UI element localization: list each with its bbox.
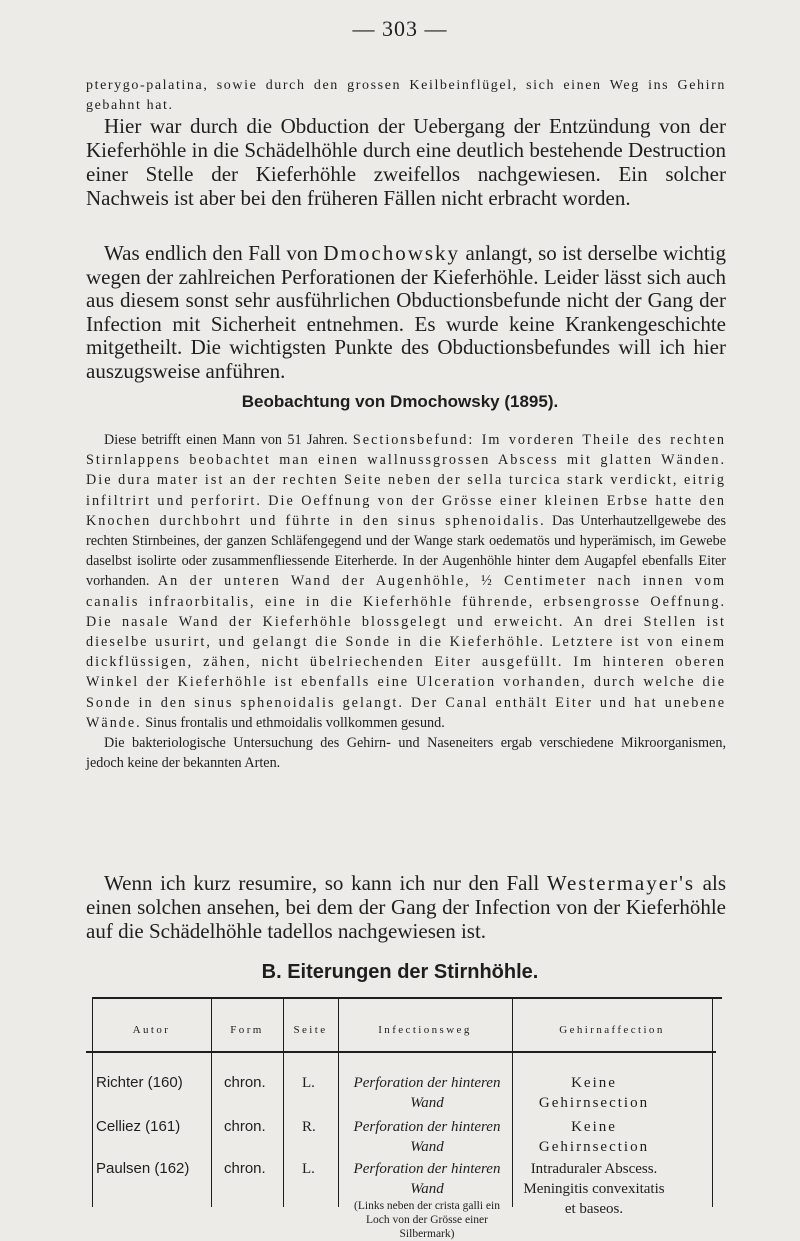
author-name: Westermayer's — [546, 871, 696, 895]
cell-form: chron. — [224, 1074, 266, 1091]
cell-form: chron. — [224, 1160, 266, 1177]
cell-infectionsweg: Perforation der hinteren Wand — [353, 1161, 501, 1197]
cell-gehirnaffection: Keine Gehirnsection — [538, 1119, 650, 1155]
cell-autor: Paulsen (162) — [96, 1160, 190, 1177]
header-form: Form — [230, 1024, 264, 1036]
cell-seite: R. — [302, 1119, 316, 1135]
page-number: — 303 — — [352, 16, 448, 41]
table-top-rule — [92, 997, 722, 999]
observation-text — [86, 430, 726, 773]
text-span: Was endlich den Fall von — [104, 241, 324, 265]
author-name: Dmochowsky — [323, 241, 461, 265]
cell-infectionsweg: Perforation der hinteren Wand — [353, 1075, 501, 1111]
text-span: Das Unterhautzellgewebe des rechten Stirnbeines, der ganzen Schläfengegend und der Wange stark oedematös und hyperämisch, im Gewebe daselbst isolirte oder zusammenfliessende Eiterherde. In der Augenhöhle hinter dem Augapfel ebenfalls Eiter vorhanden. — [86, 512, 727, 590]
cell-gehirnaffection: Intraduraler Abscess. Meningitis convexitatis et baseos. — [523, 1161, 665, 1217]
paragraph-obduction-text: Hier war durch die Obduction der Uebergang der Entzündung von der Kieferhöhle in die Schädelhöhle durch eine deutlich bestehende Destruction einer Stelle der Kieferhöhle zweifellos nachgewiesen. Ein solcher Nachweis ist aber bei den früheren Fällen nicht erbracht worden. — [86, 114, 726, 210]
column-divider — [712, 997, 713, 1207]
paragraph-bacteriology: Die bakteriologische Untersuchung des Gehirn- und Naseneiters ergab verschiedene Mikroorganismen, jedoch keine der bekannten Arten. — [86, 735, 726, 772]
header-infectionsweg: Infectionsweg — [378, 1024, 472, 1036]
observation-title: Beobachtung von Dmochowsky (1895). — [241, 392, 559, 411]
paragraph-dmochowsky — [86, 242, 726, 384]
text-span: als einen solchen ansehen, bei dem der Gang der Infection von der Kieferhöhle auf die Schädelhöhle tadellos nachgewiesen ist. — [86, 871, 727, 943]
table-header-rule — [86, 1051, 716, 1053]
text-span: Diese betrifft einen Mann von 51 Jahren. — [104, 432, 353, 448]
cell-seite: L. — [302, 1075, 315, 1091]
paragraph-obduction — [86, 114, 726, 210]
paragraph-westermayer — [86, 871, 726, 943]
header-seite: Seite — [293, 1024, 328, 1036]
cell-autor: Celliez (161) — [96, 1118, 181, 1135]
header-autor: Autor — [132, 1024, 171, 1036]
paragraph-continuation: pterygo-palatina, sowie durch den grossen Keilbeinflügel, sich einen Weg ins Gehirn gebahnt hat. — [86, 78, 726, 113]
spaced-text: An der unteren Wand der Augenhöhle, ½ Centimeter nach innen vom canalis infraorbitalis, eine in die Kieferhöhle führende, erbsengrosse Oeffnung. Die nasale Wand der Kieferhöhle blossgelegt und erweicht. An drei Stellen ist dieselbe usurirt, und gelangt die Sonde in die Kieferhöhle. Letztere ist von einem dickflüssigen, zähen, nicht übelriechenden Eiter ausgefüllt. Im hinteren oberen Winkel der Kieferhöhle ist ebenfalls eine Ulceration vorhanden, durch welche die Sonde in den sinus sphenoidalis gelangt. Der Canal enthält Eiter und hat unebene Wände. — [86, 573, 726, 731]
text-span: Sinus frontalis und ethmoidalis vollkommen gesund. — [141, 714, 445, 731]
cell-infection-note: (Links neben der crista galli ein Loch von der Grösse einer Silbermark) — [354, 1200, 500, 1240]
author-table — [86, 997, 722, 1240]
cell-seite: L. — [302, 1161, 315, 1177]
spaced-text: Sectionsbefund: Im vorderen Theile des rechten Stirnlappens beobachtet man einen wallnussgrossen Abscess mit glatten Wänden. Die dura mater ist an der rechten Seite neben der sella turcica stark verdickt, eitrig infiltrirt und perforirt. Die Oeffnung von der Grösse einer kleinen Erbse hatte den Knochen durchbohrt und führte in den sinus sphenoidalis. — [86, 432, 726, 529]
header-gehirnaffection: Gehirnaffection — [559, 1024, 665, 1036]
cell-form: chron. — [224, 1118, 266, 1135]
cell-gehirnaffection: Keine Gehirnsection — [538, 1075, 650, 1111]
cell-infectionsweg: Perforation der hinteren Wand — [353, 1119, 501, 1155]
text-span: anlangt, so ist derselbe wichtig wegen der zahlreichen Perforationen der Kieferhöhle. Leider lässt sich auch aus diesem sonst sehr ausführlichen Obductionsbefunde nicht der Gang der Infection mit Sicherheit entnehmen. Es wurde keine Krankengeschichte mitgetheilt. Die wichtigsten Punkte des Obductionsbefundes will ich hier auszugsweise anführen. — [86, 241, 727, 383]
text-span: Wenn ich kurz resumire, so kann ich nur den Fall — [104, 871, 547, 895]
cell-autor: Richter (160) — [96, 1074, 183, 1091]
section-title: B. Eiterungen der Stirnhöhle. — [261, 961, 539, 983]
